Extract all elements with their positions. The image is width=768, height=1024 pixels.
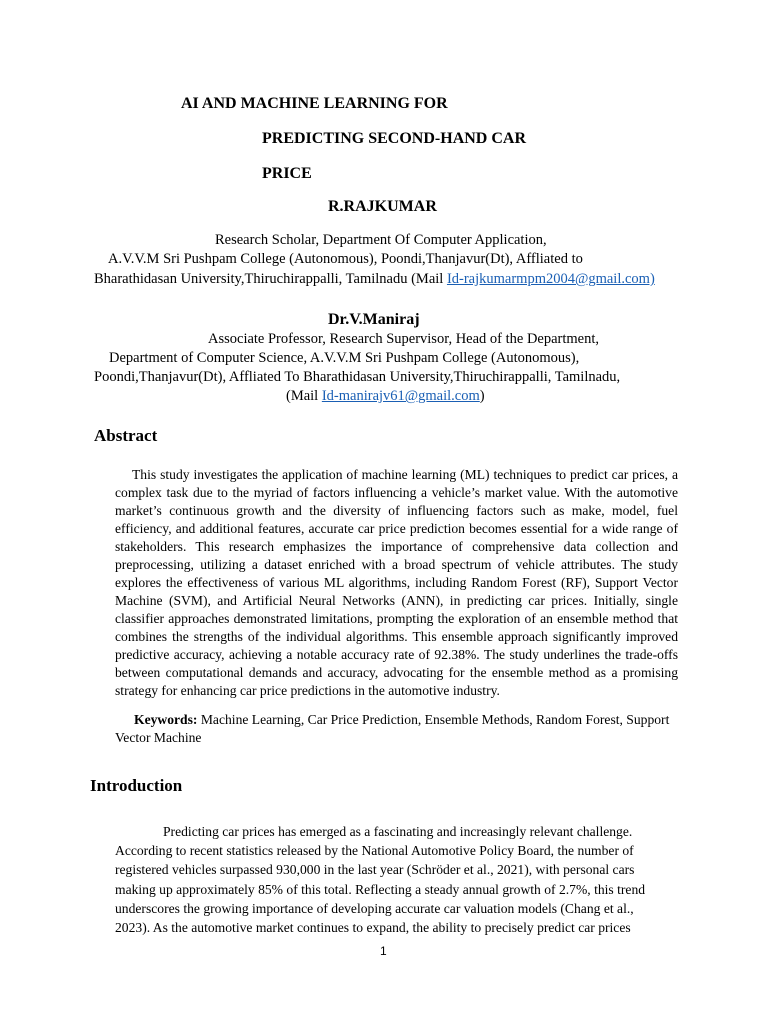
keywords-paragraph bbox=[115, 711, 678, 747]
page-number: 1 bbox=[380, 944, 387, 958]
author-2-mail-close: ) bbox=[479, 388, 485, 404]
author-1-affiliation-line-1: Research Scholar, Department Of Computer Application, bbox=[215, 232, 547, 248]
keywords-text: Machine Learning, Car Price Prediction, Ensemble Methods, Random Forest, Support Vector Machine bbox=[115, 712, 670, 745]
author-1-affiliation-line-2: A.V.V.M Sri Pushpam College (Autonomous), Poondi,Thanjavur(Dt), Affliated to bbox=[108, 251, 583, 267]
author-2-mail-line bbox=[286, 388, 485, 405]
introduction-text: Predicting car prices has emerged as a fascinating and increasingly relevant challenge. According to recent statistics released by the National Automotive Policy Board, the number of registered vehicles surpassed 930,000 in the last year (Schröder et al., 2021), with personal cars making up approximately 85% of this total. Reflecting a steady annual growth of 2.7%, this trend underscores the growing importance of developing accurate car valuation models (Chang et al., 2023). As the automotive market continues to expand, the ability to precisely predict car prices bbox=[115, 824, 646, 936]
title-line-2: PREDICTING SECOND-HAND CAR bbox=[262, 130, 527, 147]
author-2-affiliation-line-2: Department of Computer Science, A.V.V.M Sri Pushpam College (Autonomous), bbox=[109, 350, 580, 366]
title-line-3: PRICE bbox=[262, 165, 312, 182]
abstract-text: This study investigates the application of machine learning (ML) techniques to predict car prices, a complex task due to the myriad of factors influencing a vehicle’s market value. With the automotive market’s continuous growth and the diversity of influencing factors such as make, model, fuel efficiency, and additional features, accurate car price prediction becomes essential for a wide range of stakeholders. This research emphasizes the importance of comprehensive data collection and preprocessing, utilizing a dataset enriched with a broad spectrum of vehicle attributes. The study explores the effectiveness of various ML algorithms, including Random Forest (RF), Support Vector Machine (SVM), and Artificial Neural Networks (ANN), in predicting car prices. Initially, single classifier approaches demonstrated limitations, prompting the exploration of an ensemble method that combines the strengths of the individual algorithms. This ensemble approach significantly improved predictive accuracy, achieving a notable accuracy rate of 92.38%. The study underlines the trade-offs between computational demands and accuracy, advocating for the ensemble method as a promising strategy for enhancing car price predictions in the automotive industry. bbox=[115, 467, 678, 698]
title-line-1: AI AND MACHINE LEARNING FOR bbox=[181, 95, 448, 112]
author-2-mail-open: (Mail bbox=[286, 388, 322, 404]
author-1-email-link[interactable]: Id-rajkumarmpm2004@gmail.com) bbox=[446, 271, 655, 287]
abstract-heading: Abstract bbox=[94, 426, 158, 445]
keywords-label: Keywords: bbox=[134, 712, 198, 727]
author-1-affiliation-prefix: Bharathidasan University,Thiruchirappalli, Tamilnadu (Mail bbox=[94, 271, 447, 287]
author-1-name: R.RAJKUMAR bbox=[328, 198, 437, 215]
author-2-affiliation-line-3: Poondi,Thanjavur(Dt), Affliated To Bharathidasan University,Thiruchirappalli, Tamilnadu, bbox=[94, 369, 621, 385]
author-1-affiliation-line-3 bbox=[94, 271, 655, 288]
author-2-affiliation-line-1: Associate Professor, Research Supervisor, Head of the Department, bbox=[208, 331, 600, 347]
author-2-email-link[interactable]: Id-manirajv61@gmail.com bbox=[321, 388, 480, 404]
introduction-heading: Introduction bbox=[90, 776, 183, 795]
author-2-name: Dr.V.Maniraj bbox=[328, 311, 420, 328]
